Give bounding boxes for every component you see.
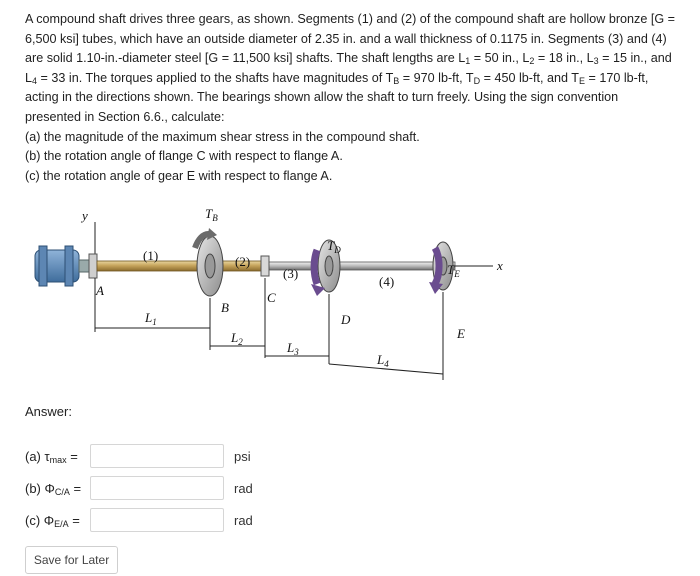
flange-c (261, 256, 269, 276)
answer-a-unit: psi (234, 448, 251, 464)
problem-statement (25, 10, 675, 186)
answer-row-a (25, 443, 251, 469)
label-tb: $T_B$ (205, 206, 218, 223)
label-seg3: (3) (283, 266, 299, 281)
answer-b-unit: rad (234, 480, 253, 496)
part-c-text: (c) the rotation angle of gear E with respect to flange A. (25, 168, 333, 183)
answer-row-c (25, 507, 253, 533)
label-l4: $L_4$ (377, 352, 389, 369)
label-a: A (96, 283, 104, 298)
answer-a-label: (a) $\tau_{max}$ = (25, 448, 78, 465)
part-b-text: (b) the rotation angle of flange C with respect to flange A. (25, 149, 343, 164)
label-l1: $L_1$ (145, 310, 157, 327)
label-te: $T_E$ (447, 262, 460, 279)
phi-c-a-input[interactable] (90, 476, 224, 500)
label-l3: $L_3$ (287, 340, 299, 357)
label-seg4: (4) (379, 274, 395, 289)
label-d: D (341, 312, 351, 327)
label-b: B (221, 300, 229, 315)
compound-shaft-figure (25, 198, 535, 398)
label-c: C (267, 290, 276, 305)
label-e: E (457, 326, 465, 341)
label-td: $T_D$ (327, 238, 341, 255)
x-axis-label: x (497, 258, 503, 273)
flange-a (89, 254, 97, 278)
label-seg1: (1) (143, 248, 159, 263)
answer-row-b (25, 475, 253, 501)
label-l2: $L_2$ (231, 330, 243, 347)
motor (35, 246, 93, 286)
problem-intro: A compound shaft drives three gears, as shown. Segments (1) and (2) of the compound shaft are hollow bronze [G = 6,500 ksi] tubes, which have an outside diameter of 2.35 in. and a wall thickness of 0.1175 in. Segments (3) and (4) are solid 1.10-in.-diameter steel [G = 11,500 ksi] shafts. The shaft lengths are $L_1 = 50$ in., $L_2 = 18$ in., $L_3 = 15$ in., and $L_4 = 33$ in. The torques applied to the shafts have magnitudes of $T_B = 970$ lb-ft, $T_D = 450$ lb-ft, and $T_E = 170$ lb-ft, acting in the directions shown. The bearings shown allow the shaft to turn freely. Using the sign convention presented in Section 6.6., calculate: (25, 12, 675, 124)
answer-label: Answer: (25, 404, 72, 419)
y-axis-label: y (82, 208, 88, 223)
label-seg2: (2) (235, 254, 251, 269)
answer-c-unit: rad (234, 512, 253, 528)
save-for-later-button[interactable]: Save for Later (25, 546, 118, 574)
tau-max-input[interactable] (90, 444, 224, 468)
answer-c-label: (c) $\Phi_{E/A}$ = (25, 512, 80, 529)
gear-b (195, 228, 223, 296)
answer-b-label: (b) $\Phi_{C/A}$ = (25, 480, 82, 497)
part-a-text: (a) the magnitude of the maximum shear stress in the compound shaft. (25, 129, 420, 144)
phi-e-a-input[interactable] (90, 508, 224, 532)
